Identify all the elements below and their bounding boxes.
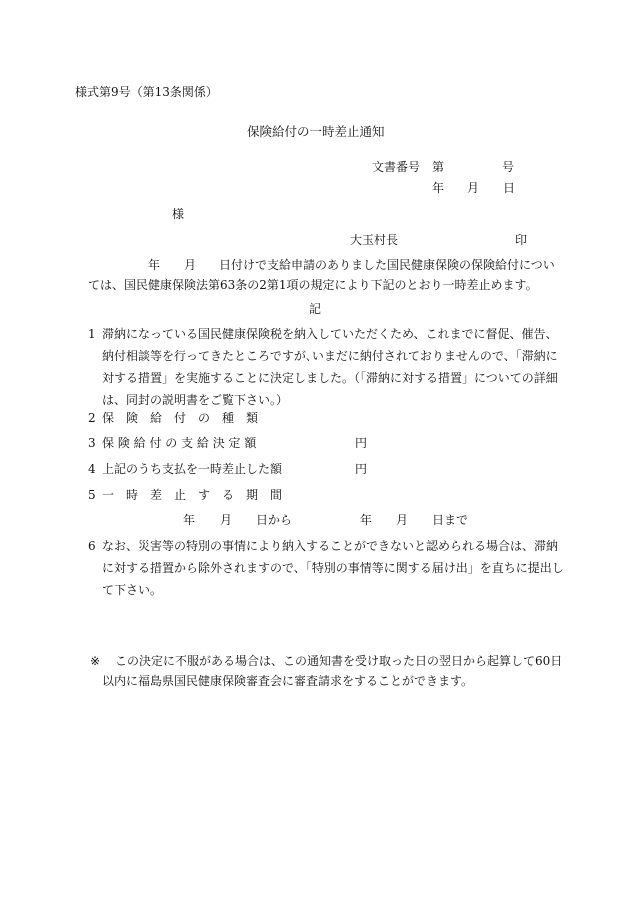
form-number: 様式第9号（第13条関係） bbox=[75, 85, 218, 99]
item-5-label: 一 時 差 止 す る 期 間 bbox=[102, 488, 283, 502]
date-year: 年 bbox=[432, 181, 445, 195]
note-mark: ※ bbox=[90, 654, 101, 668]
document-title: 保険給付の一時差止通知 bbox=[247, 124, 385, 139]
item-4-label: 上記のうち支払を一時差止した額 bbox=[102, 462, 283, 476]
note-line-1: この決定に不服がある場合は、この通知書を受け取った日の翌日から起算して60日 bbox=[115, 654, 563, 668]
doc-number-dai: 第 bbox=[432, 160, 445, 174]
item-6-text bbox=[88, 535, 564, 601]
issuer-name: 大玉村長 bbox=[350, 233, 399, 247]
item-number: 6 bbox=[88, 539, 96, 553]
period-to-year: 年 bbox=[360, 513, 373, 527]
item-2-label: 保 険 給 付 の 種 類 bbox=[102, 411, 259, 425]
item-1-text bbox=[88, 323, 558, 411]
period-from-month: 月 bbox=[220, 513, 233, 527]
period-from-day: 日から bbox=[256, 513, 293, 527]
item-4-unit: 円 bbox=[355, 462, 368, 476]
doc-number-label: 文書番号 bbox=[372, 160, 421, 174]
item-6-line-3: て下さい。 bbox=[102, 583, 163, 597]
note-line-2: 以内に福島県国民健康保険審査会に審査請求をすることができます。 bbox=[102, 674, 474, 688]
intro-line-2: ては、国民健康保険法第63条の2第1項の規定により下記のとおり一時差止めます。 bbox=[88, 278, 538, 292]
item-6-line-1: なお、災害等の特別の事情により納入することができないと認められる場合は、滞納 bbox=[102, 539, 559, 553]
ki-heading: 記 bbox=[309, 302, 322, 316]
date-day: 日 bbox=[503, 181, 516, 195]
period-to-day: 日まで bbox=[432, 513, 469, 527]
addressee-suffix: 様 bbox=[172, 207, 185, 221]
item-number: 3 bbox=[88, 436, 96, 450]
period-to-month: 月 bbox=[396, 513, 409, 527]
item-6-line-2: に対する措置から除外されますので、「特別の事情等に関する届け出」を直ちに提出し bbox=[102, 561, 564, 575]
item-number: 4 bbox=[88, 462, 96, 476]
item-number: 1 bbox=[88, 327, 96, 341]
intro-year: 年 bbox=[148, 258, 161, 272]
item-1-line-1: 滞納になっている国民健康保険税を納入していただくため、これまでに督促、催告、 bbox=[102, 327, 558, 341]
intro-month: 月 bbox=[184, 258, 197, 272]
period-from-year: 年 bbox=[183, 513, 196, 527]
date-month: 月 bbox=[467, 181, 480, 195]
doc-number-go: 号 bbox=[502, 160, 515, 174]
intro-line-1: 日付けで支給申請のありました国民健康保険の保険給付につい bbox=[219, 258, 555, 272]
item-number: 2 bbox=[88, 411, 96, 425]
item-3-label: 保 険 給 付 の 支 給 決 定 額 bbox=[102, 436, 257, 450]
item-1-line-2: 納付相談等を行ってきたところですが､いまだに納付されておりませんので、「滞納に bbox=[102, 349, 558, 363]
item-1-line-4: は、同封の説明書をご覧下さい。） bbox=[102, 393, 289, 407]
item-3-unit: 円 bbox=[355, 436, 368, 450]
item-number: 5 bbox=[88, 488, 96, 502]
seal-mark: 印 bbox=[515, 233, 528, 247]
item-1-line-3: 対する措置」を実施することに決定しました。（「滞納に対する措置」についての詳細 bbox=[102, 371, 558, 385]
